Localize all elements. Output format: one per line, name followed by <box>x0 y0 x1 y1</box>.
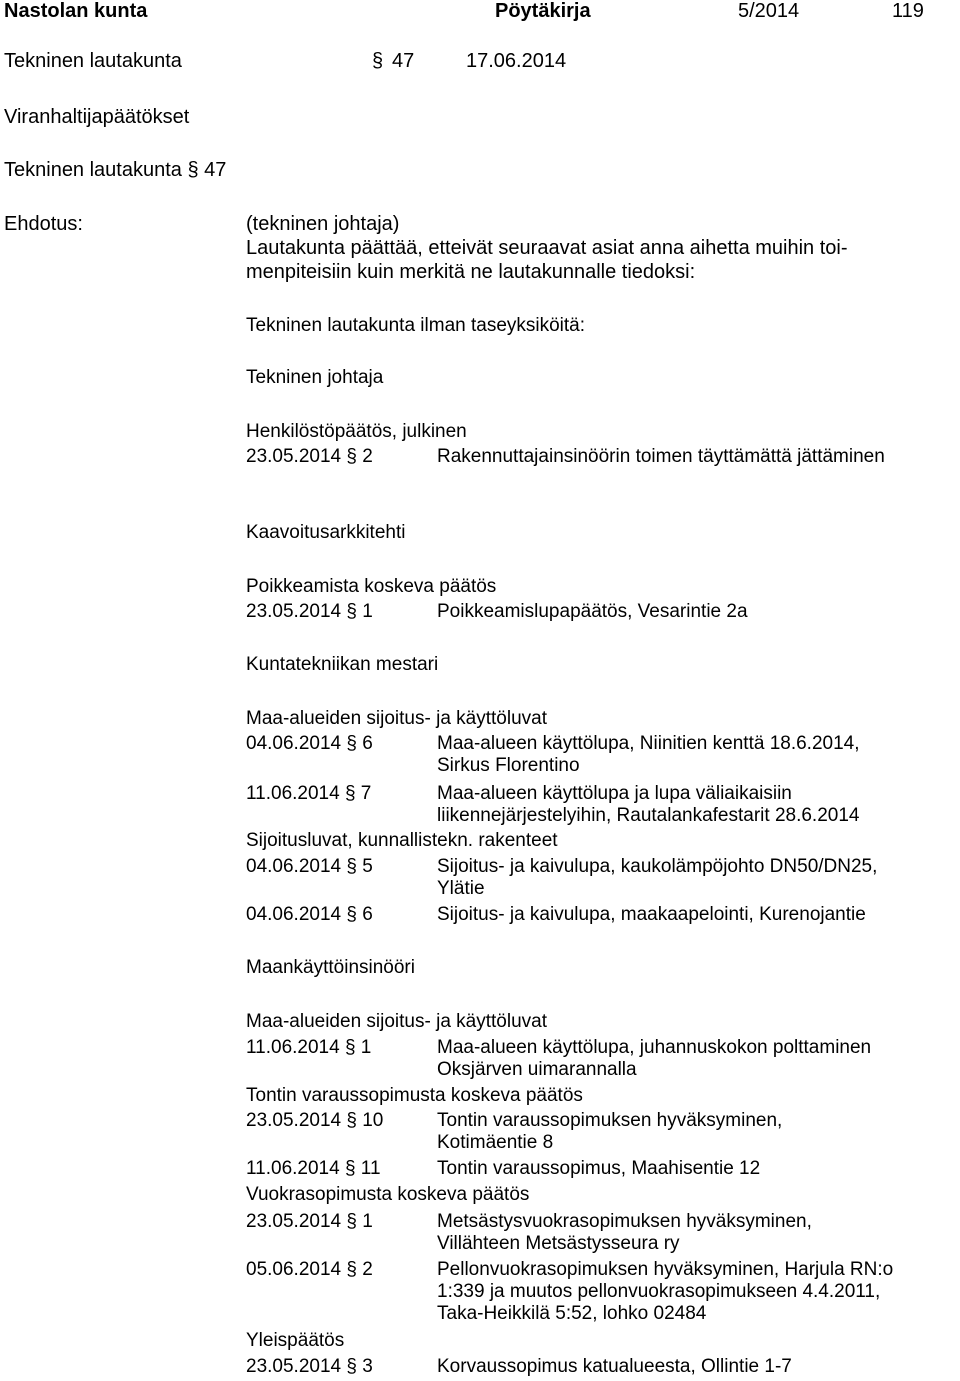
decision-meta: 23.05.2014 § 10 <box>246 1110 384 1131</box>
decision-category: Maa-alueiden sijoitus- ja käyttöluvat <box>246 1011 547 1032</box>
decision-title: Rakennuttajainsinöörin toimen täyttämättä jättäminen <box>437 446 885 467</box>
decision-title: Maa-alueen käyttölupa, Niinitien kenttä 18.6.2014, Sirkus Florentino <box>437 733 860 776</box>
decision-title: Pellonvuokrasopimuksen hyväksyminen, Harjula RN:o 1:339 ja muutos pellonvuokrasopimukseen 4.4.2011, Taka-Heikkilä 5:52, lohko 02484 <box>437 1259 894 1324</box>
officer-heading: Tekninen johtaja <box>246 367 384 388</box>
decision-meta: 05.06.2014 § 2 <box>246 1259 373 1280</box>
decision-category: Sijoitusluvat, kunnallistekn. rakenteet <box>246 830 558 851</box>
section-mark-icon: § <box>372 50 384 72</box>
page-title: Viranhaltijapäätökset <box>4 106 190 128</box>
decision-category: Vuokrasopimusta koskeva päätös <box>246 1184 530 1205</box>
decision-title: Tontin varaussopimus, Maahisentie 12 <box>437 1158 761 1179</box>
proposal-line-2: menpiteisiin kuin merkitä ne lautakunnalle tiedoksi: <box>246 261 696 283</box>
decision-meta: 11.06.2014 § 7 <box>246 783 372 804</box>
doc-number: 5/2014 <box>738 0 800 22</box>
decision-title: Maa-alueen käyttölupa ja lupa väliaikaisiin liikennejärjestelyihin, Rautalankafestarit 28.6.2014 <box>437 783 860 826</box>
decision-meta: 23.05.2014 § 2 <box>246 446 373 467</box>
officer-heading: Maankäyttöinsinööri <box>246 957 415 978</box>
section-number: 47 <box>392 50 415 72</box>
decision-category: Maa-alueiden sijoitus- ja käyttöluvat <box>246 708 547 729</box>
officer-heading: Kaavoitusarkkitehti <box>246 522 406 543</box>
proposal-author: (tekninen johtaja) <box>246 213 400 235</box>
decision-meta: 04.06.2014 § 5 <box>246 856 373 877</box>
decision-title: Tontin varaussopimuksen hyväksyminen, Kotimäentie 8 <box>437 1110 783 1153</box>
decision-title: Poikkeamislupapäätös, Vesarintie 2a <box>437 601 748 622</box>
doc-type: Pöytäkirja <box>495 0 591 22</box>
decision-meta: 23.05.2014 § 1 <box>246 1211 373 1232</box>
decision-title: Korvaussopimus katualueesta, Ollintie 1-7 <box>437 1356 792 1377</box>
decision-title: Maa-alueen käyttölupa, juhannuskokon polttaminen Oksjärven uimarannalla <box>437 1037 872 1080</box>
decision-meta: 04.06.2014 § 6 <box>246 733 373 754</box>
board-name: Tekninen lautakunta <box>4 50 182 72</box>
unit-heading: Tekninen lautakunta ilman taseyksiköitä: <box>246 315 586 336</box>
officer-heading: Kuntatekniikan mestari <box>246 654 439 675</box>
decision-meta: 23.05.2014 § 1 <box>246 601 373 622</box>
decision-title: Sijoitus- ja kaivulupa, kaukolämpöjohto DN50/DN25, Ylätie <box>437 856 878 899</box>
decision-meta: 23.05.2014 § 3 <box>246 1356 373 1377</box>
page-number: 119 <box>892 0 924 22</box>
decision-meta: 11.06.2014 § 1 <box>246 1037 372 1058</box>
decision-category: Henkilöstöpäätös, julkinen <box>246 421 467 442</box>
decision-meta: 04.06.2014 § 6 <box>246 904 373 925</box>
decision-meta: 11.06.2014 § 11 <box>246 1158 381 1179</box>
proposal-line-1: Lautakunta päättää, etteivät seuraavat asiat anna aihetta muihin toi- <box>246 237 848 259</box>
org-name: Nastolan kunta <box>4 0 148 22</box>
proposal-label: Ehdotus: <box>4 213 83 235</box>
decision-title: Metsästysvuokrasopimuksen hyväksyminen, Villähteen Metsästysseura ry <box>437 1211 812 1254</box>
meeting-date: 17.06.2014 <box>466 50 567 72</box>
decision-category: Tontin varaussopimusta koskeva päätös <box>246 1085 583 1106</box>
section-ref: Tekninen lautakunta § 47 <box>4 159 227 181</box>
decision-title: Sijoitus- ja kaivulupa, maakaapelointi, Kurenojantie <box>437 904 866 925</box>
decision-category: Yleispäätös <box>246 1330 345 1351</box>
decision-category: Poikkeamista koskeva päätös <box>246 576 497 597</box>
